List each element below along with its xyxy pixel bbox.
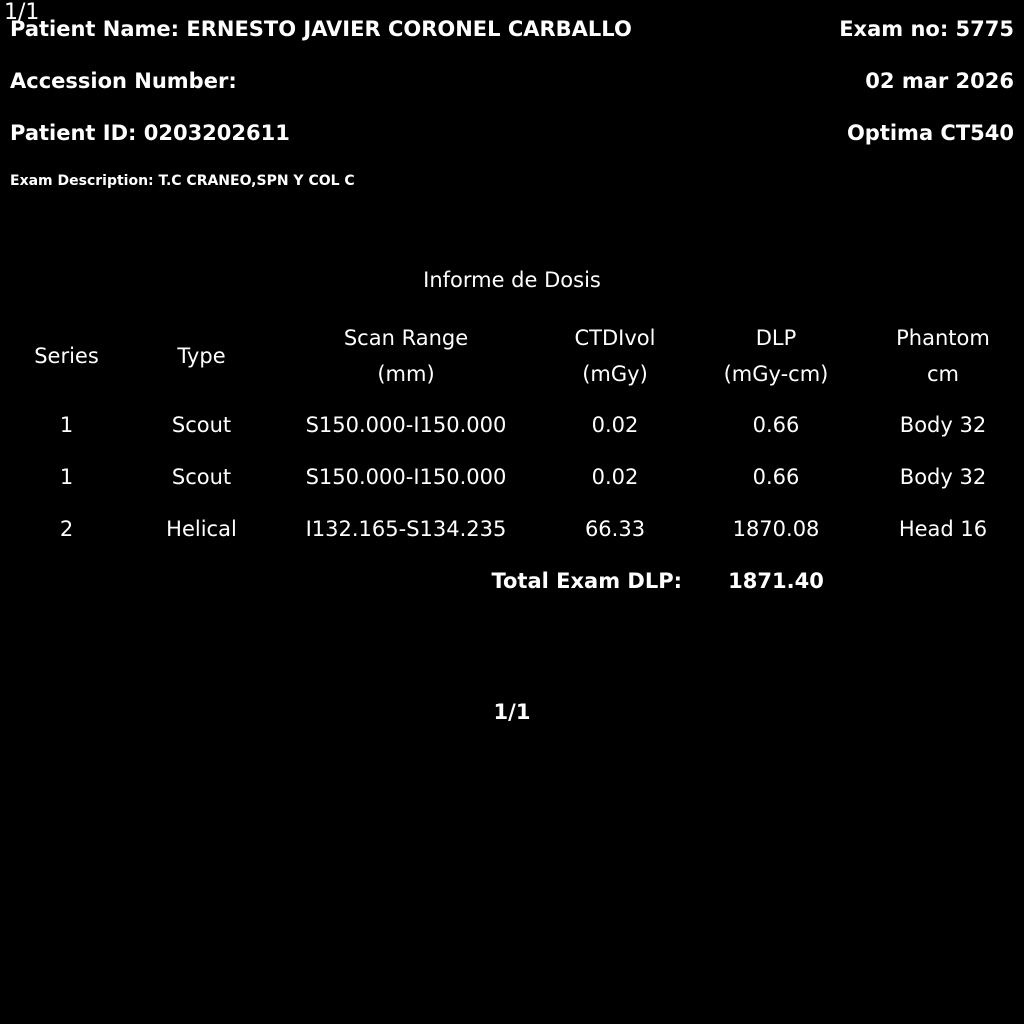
cell-dlp: 0.66 [752,465,800,489]
scanner-model: Optima CT540 [846,121,1014,145]
column-header-series-label: Series [34,344,99,368]
cell-phantom: Body 32 [899,465,987,489]
column-header-dlp-label: DLP [755,326,797,350]
exam-number: Exam no: 5775 [839,17,1014,41]
total-exam-dlp-label: Total Exam DLP: [491,569,682,593]
accession-number: Accession Number: [10,69,237,93]
column-header-phantom-unit: cm [926,362,959,386]
column-header-ctdivol-label: CTDIvol [574,326,656,350]
column-header-scan-range-label: Scan Range [343,326,469,350]
cell-ctdivol: 0.02 [591,413,639,437]
cell-series: 1 [59,413,74,437]
column-header-series [0,320,133,392]
column-header-type-label: Type [177,344,226,368]
page-number: 1/1 [493,700,531,724]
cell-scan-range: S150.000-I150.000 [305,413,507,437]
cell-type: Scout [171,465,232,489]
column-header-ctdivol [545,320,685,392]
cell-scan-range: I132.165-S134.235 [305,517,507,541]
page-index-corner: 1/1 [4,0,40,25]
cell-series: 1 [59,465,74,489]
column-header-phantom-label: Phantom [896,326,990,350]
cell-phantom: Body 32 [899,413,987,437]
cell-dlp: 1870.08 [732,517,820,541]
cell-phantom: Head 16 [898,517,988,541]
exam-description: Exam Description: T.C CRANEO,SPN Y COL C [10,173,355,189]
patient-name: Patient Name: ERNESTO JAVIER CORONEL CARBALLO [10,17,632,41]
column-header-scan-range-unit: (mm) [377,362,435,386]
cell-type: Helical [166,517,237,541]
cell-ctdivol: 0.02 [591,465,639,489]
cell-dlp: 0.66 [752,413,800,437]
cell-type: Scout [171,413,232,437]
column-header-phantom [862,320,1024,392]
column-header-type [133,320,270,392]
report-title: Informe de Dosis [423,268,601,292]
patient-id: Patient ID: 0203202611 [10,121,290,145]
cell-series: 2 [59,517,74,541]
cell-scan-range: S150.000-I150.000 [305,465,507,489]
column-header-dlp-unit: (mGy-cm) [723,362,829,386]
column-header-dlp [706,320,846,392]
total-exam-dlp-value: 1871.40 [728,569,824,593]
column-header-ctdivol-unit: (mGy) [582,362,648,386]
column-header-scan-range [290,320,522,392]
exam-date: 02 mar 2026 [865,69,1014,93]
cell-ctdivol: 66.33 [584,517,646,541]
